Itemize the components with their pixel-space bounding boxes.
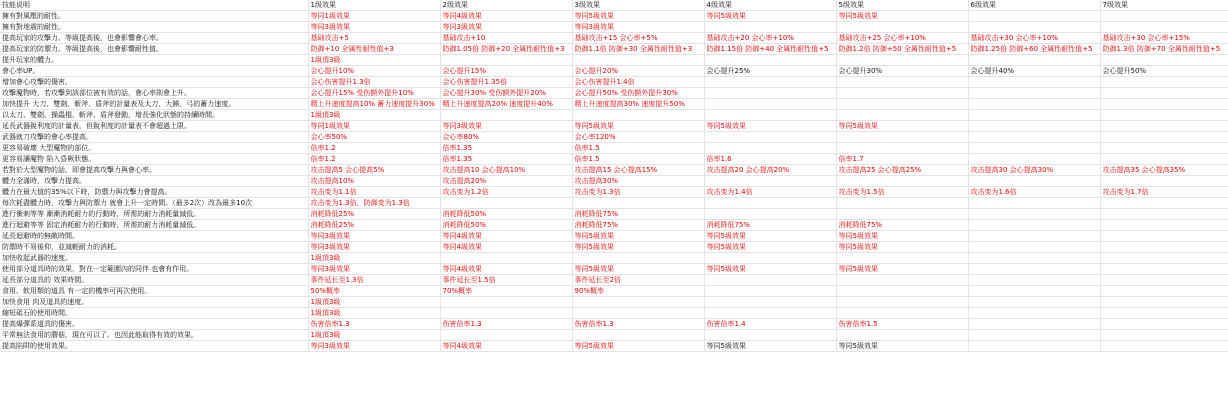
skill-description-cell[interactable]: 以太刀、雙劍、操蟲棍、斬斧、盾斧發動，增長強化狀態的持續時間。 bbox=[0, 110, 308, 121]
level-effect-cell[interactable] bbox=[968, 231, 1100, 242]
level-effect-cell[interactable]: 会心提升20% bbox=[572, 66, 704, 77]
level-effect-cell[interactable]: 倍率1.35 bbox=[440, 143, 572, 154]
skill-description-cell[interactable]: 更容易破壞 大型魔物的部位。 bbox=[0, 143, 308, 154]
level-effect-cell[interactable]: 攻击提高30% bbox=[572, 176, 704, 187]
level-effect-cell[interactable]: 等同5級效果 bbox=[836, 11, 968, 22]
level-effect-cell[interactable]: 基础攻击+30 会心率+15% bbox=[1100, 33, 1228, 44]
level-effect-cell[interactable] bbox=[1100, 55, 1228, 66]
header-cell-level5[interactable]: 5级效果 bbox=[836, 0, 968, 11]
skill-description-cell[interactable]: 增加會心攻擊的傷害。 bbox=[0, 77, 308, 88]
level-effect-cell[interactable] bbox=[1100, 176, 1228, 187]
level-effect-cell[interactable] bbox=[968, 176, 1100, 187]
level-effect-cell[interactable]: 90%概率 bbox=[572, 286, 704, 297]
level-effect-cell[interactable] bbox=[1100, 231, 1228, 242]
level-effect-cell[interactable] bbox=[836, 99, 968, 110]
level-effect-cell[interactable]: 等同4級效果 bbox=[440, 341, 572, 352]
skill-description-cell[interactable]: 若對於大型魔物的話，即會提高攻擊力與會心率。 bbox=[0, 165, 308, 176]
level-effect-cell[interactable] bbox=[1100, 154, 1228, 165]
level-effect-cell[interactable]: 等同4級效果 bbox=[440, 264, 572, 275]
level-effect-cell[interactable] bbox=[704, 275, 836, 286]
level-effect-cell[interactable]: 防御+10 全属性耐性值+3 bbox=[308, 44, 440, 55]
header-cell-level4[interactable]: 4级效果 bbox=[704, 0, 836, 11]
level-effect-cell[interactable]: 事件延长至2倍 bbox=[572, 275, 704, 286]
level-effect-cell[interactable] bbox=[440, 55, 572, 66]
level-effect-cell[interactable]: 攻击提高10 会心提高10% bbox=[440, 165, 572, 176]
level-effect-cell[interactable] bbox=[704, 99, 836, 110]
level-effect-cell[interactable]: 精上升速度提高30% 速度提升50% bbox=[572, 99, 704, 110]
level-effect-cell[interactable] bbox=[1100, 143, 1228, 154]
skill-description-cell[interactable]: 防禦時不易後仰，並減輕耐力的消耗。 bbox=[0, 242, 308, 253]
level-effect-cell[interactable]: 等同3級效果 bbox=[308, 264, 440, 275]
level-effect-cell[interactable] bbox=[968, 22, 1100, 33]
level-effect-cell[interactable]: 攻击变为1.2倍 bbox=[440, 187, 572, 198]
level-effect-cell[interactable]: 事件延长至1.5倍 bbox=[440, 275, 572, 286]
level-effect-cell[interactable]: 防御1.25倍 防御+60 全属性耐性值+5 bbox=[968, 44, 1100, 55]
level-effect-cell[interactable] bbox=[836, 55, 968, 66]
level-effect-cell[interactable]: 等同5級效果 bbox=[572, 242, 704, 253]
level-effect-cell[interactable]: 1級頂3級 bbox=[308, 110, 440, 121]
skill-description-cell[interactable]: 加快食用 肉及道具的速度。 bbox=[0, 297, 308, 308]
level-effect-cell[interactable]: 1級頂3級 bbox=[308, 253, 440, 264]
skill-description-cell[interactable]: 延長迴避時的無敵時間。 bbox=[0, 231, 308, 242]
level-effect-cell[interactable] bbox=[836, 297, 968, 308]
level-effect-cell[interactable]: 会心提升15% bbox=[440, 66, 572, 77]
level-effect-cell[interactable]: 攻击提高20% bbox=[440, 176, 572, 187]
level-effect-cell[interactable] bbox=[1100, 330, 1228, 341]
level-effect-cell[interactable] bbox=[704, 297, 836, 308]
level-effect-cell[interactable] bbox=[704, 110, 836, 121]
level-effect-cell[interactable] bbox=[440, 198, 572, 209]
level-effect-cell[interactable]: 等同4級效果 bbox=[440, 242, 572, 253]
level-effect-cell[interactable]: 等同5級效果 bbox=[704, 264, 836, 275]
level-effect-cell[interactable]: 倍率1.35 bbox=[440, 154, 572, 165]
level-effect-cell[interactable]: 1級頂3級 bbox=[308, 55, 440, 66]
level-effect-cell[interactable] bbox=[836, 308, 968, 319]
skill-description-cell[interactable]: 提高玩家的防禦力。等級提高後，也會影響耐性值。 bbox=[0, 44, 308, 55]
level-effect-cell[interactable]: 等同5級效果 bbox=[836, 341, 968, 352]
header-cell-level6[interactable]: 6级效果 bbox=[968, 0, 1100, 11]
level-effect-cell[interactable]: 等同5級效果 bbox=[572, 121, 704, 132]
level-effect-cell[interactable]: 会心伤害提升1.4倍 bbox=[572, 77, 704, 88]
level-effect-cell[interactable] bbox=[704, 330, 836, 341]
level-effect-cell[interactable]: 伤害倍率1.3 bbox=[572, 319, 704, 330]
level-effect-cell[interactable]: 等同5級效果 bbox=[704, 231, 836, 242]
header-cell-level2[interactable]: 2级效果 bbox=[440, 0, 572, 11]
level-effect-cell[interactable]: 防御1.15倍 防御+40 全属性耐性值+5 bbox=[704, 44, 836, 55]
level-effect-cell[interactable] bbox=[968, 253, 1100, 264]
level-effect-cell[interactable] bbox=[1100, 110, 1228, 121]
level-effect-cell[interactable]: 防御1.1倍 防御+30 全属性耐性值+3 bbox=[572, 44, 704, 55]
skill-description-cell[interactable]: 更容易讓魔物 陷入昏厥狀態。 bbox=[0, 154, 308, 165]
level-effect-cell[interactable] bbox=[836, 198, 968, 209]
level-effect-cell[interactable]: 基础攻击+20 会心率+10% bbox=[704, 33, 836, 44]
level-effect-cell[interactable]: 伤害倍率1.3 bbox=[440, 319, 572, 330]
level-effect-cell[interactable] bbox=[704, 286, 836, 297]
level-effect-cell[interactable] bbox=[968, 99, 1100, 110]
level-effect-cell[interactable]: 等同5級效果 bbox=[572, 264, 704, 275]
level-effect-cell[interactable] bbox=[1100, 297, 1228, 308]
level-effect-cell[interactable]: 等同3級效果 bbox=[308, 341, 440, 352]
table-row bbox=[0, 99, 1228, 110]
level-effect-cell[interactable]: 会心提升50% bbox=[1100, 66, 1228, 77]
level-effect-cell[interactable] bbox=[572, 253, 704, 264]
level-effect-cell[interactable]: 等同3級效果 bbox=[572, 22, 704, 33]
table-row bbox=[0, 297, 1228, 308]
level-effect-cell[interactable] bbox=[572, 297, 704, 308]
level-effect-cell[interactable]: 倍率1.2 bbox=[308, 154, 440, 165]
skill-description-cell[interactable]: 擁有對地震的耐性。 bbox=[0, 22, 308, 33]
level-effect-cell[interactable] bbox=[836, 275, 968, 286]
skill-description-cell[interactable]: 縮短砥石的使用時間。 bbox=[0, 308, 308, 319]
level-effect-cell[interactable] bbox=[968, 220, 1100, 231]
level-effect-cell[interactable]: 倍率1.6 bbox=[704, 154, 836, 165]
level-effect-cell[interactable]: 消耗降低25% bbox=[308, 220, 440, 231]
level-effect-cell[interactable]: 攻击变为1.7倍 bbox=[1100, 187, 1228, 198]
level-effect-cell[interactable]: 消耗降低25% bbox=[308, 209, 440, 220]
table-row bbox=[0, 231, 1228, 242]
table-row bbox=[0, 55, 1228, 66]
level-effect-cell[interactable]: 会心率50% bbox=[308, 132, 440, 143]
level-effect-cell[interactable] bbox=[836, 176, 968, 187]
level-effect-cell[interactable] bbox=[968, 275, 1100, 286]
level-effect-cell[interactable]: 基础攻击+30 会心率+10% bbox=[968, 33, 1100, 44]
level-effect-cell[interactable] bbox=[1100, 253, 1228, 264]
header-row bbox=[0, 0, 1228, 11]
level-effect-cell[interactable]: 会心提升25% bbox=[704, 66, 836, 77]
skill-description-cell[interactable]: 攻擊魔物時，若攻擊到該部位被有效的話，會心率則會上升。 bbox=[0, 88, 308, 99]
table-row bbox=[0, 242, 1228, 253]
level-effect-cell[interactable] bbox=[1100, 308, 1228, 319]
skill-description-cell[interactable]: 加快收起武器的速度。 bbox=[0, 253, 308, 264]
skill-description-cell[interactable]: 提高陷阱的使用效果。 bbox=[0, 341, 308, 352]
level-effect-cell[interactable]: 等同3級效果 bbox=[440, 22, 572, 33]
level-effect-cell[interactable] bbox=[968, 132, 1100, 143]
level-effect-cell[interactable] bbox=[440, 253, 572, 264]
level-effect-cell[interactable]: 攻击变为1.1倍 bbox=[308, 187, 440, 198]
level-effect-cell[interactable]: 攻击变为1.3倍，防御变为1.3倍 bbox=[308, 198, 440, 209]
level-effect-cell[interactable] bbox=[1100, 198, 1228, 209]
level-effect-cell[interactable] bbox=[968, 88, 1100, 99]
level-effect-cell[interactable]: 1級頂3級 bbox=[308, 308, 440, 319]
level-effect-cell[interactable]: 70%概率 bbox=[440, 286, 572, 297]
table-row bbox=[0, 143, 1228, 154]
level-effect-cell[interactable] bbox=[968, 55, 1100, 66]
level-effect-cell[interactable]: 攻击变为1.3倍 bbox=[572, 187, 704, 198]
table-row bbox=[0, 22, 1228, 33]
skill-description-cell[interactable]: 使用部分道具時的效果，對在一定範圍內的同伴 也會有作用。 bbox=[0, 264, 308, 275]
level-effect-cell[interactable]: 精上升速度提高20% 速度提升40% bbox=[440, 99, 572, 110]
level-effect-cell[interactable] bbox=[572, 110, 704, 121]
level-effect-cell[interactable] bbox=[968, 77, 1100, 88]
level-effect-cell[interactable] bbox=[968, 319, 1100, 330]
skill-description-cell[interactable]: 提升玩家的體力。 bbox=[0, 55, 308, 66]
level-effect-cell[interactable]: 基础攻击+15 会心率+5% bbox=[572, 33, 704, 44]
level-effect-cell[interactable]: 攻击提高15 会心提高15% bbox=[572, 165, 704, 176]
level-effect-cell[interactable] bbox=[1100, 132, 1228, 143]
level-effect-cell[interactable]: 会心伤害提升1.3倍 bbox=[308, 77, 440, 88]
level-effect-cell[interactable]: 会心提升15% 受伤额外提升10% bbox=[308, 88, 440, 99]
level-effect-cell[interactable]: 消耗降低75% bbox=[836, 220, 968, 231]
level-effect-cell[interactable] bbox=[440, 110, 572, 121]
level-effect-cell[interactable]: 等同5級效果 bbox=[836, 121, 968, 132]
level-effect-cell[interactable] bbox=[572, 198, 704, 209]
level-effect-cell[interactable]: 会心提升10% bbox=[308, 66, 440, 77]
level-effect-cell[interactable]: 消耗降低50% bbox=[440, 209, 572, 220]
level-effect-cell[interactable] bbox=[1100, 242, 1228, 253]
level-effect-cell[interactable]: 会心伤害提升1.35倍 bbox=[440, 77, 572, 88]
level-effect-cell[interactable]: 会心提升30% 受伤额外提升20% bbox=[440, 88, 572, 99]
level-effect-cell[interactable] bbox=[704, 22, 836, 33]
level-effect-cell[interactable] bbox=[968, 242, 1100, 253]
level-effect-cell[interactable] bbox=[1100, 88, 1228, 99]
level-effect-cell[interactable] bbox=[968, 330, 1100, 341]
level-effect-cell[interactable] bbox=[968, 209, 1100, 220]
level-effect-cell[interactable] bbox=[836, 110, 968, 121]
level-effect-cell[interactable] bbox=[704, 77, 836, 88]
level-effect-cell[interactable] bbox=[1100, 319, 1228, 330]
table-row bbox=[0, 264, 1228, 275]
level-effect-cell[interactable]: 等同5級效果 bbox=[572, 341, 704, 352]
level-effect-cell[interactable] bbox=[704, 88, 836, 99]
skill-description-cell[interactable]: 體力全滿時，攻擊力提高。 bbox=[0, 176, 308, 187]
table-row bbox=[0, 176, 1228, 187]
level-effect-cell[interactable] bbox=[968, 308, 1100, 319]
level-effect-cell[interactable] bbox=[968, 110, 1100, 121]
level-effect-cell[interactable]: 基础攻击+25 会心率+10% bbox=[836, 33, 968, 44]
level-effect-cell[interactable] bbox=[836, 132, 968, 143]
level-effect-cell[interactable] bbox=[836, 286, 968, 297]
level-effect-cell[interactable]: 攻击提高35 会心提高35% bbox=[1100, 165, 1228, 176]
level-effect-cell[interactable] bbox=[440, 297, 572, 308]
skill-description-cell[interactable]: 平常無法食用的蘑菇，現在可以了。也因此能取得有效的效果。 bbox=[0, 330, 308, 341]
table-row bbox=[0, 110, 1228, 121]
level-effect-cell[interactable] bbox=[1100, 209, 1228, 220]
table-row bbox=[0, 275, 1228, 286]
level-effect-cell[interactable] bbox=[836, 143, 968, 154]
level-effect-cell[interactable]: 事件延长至1.3倍 bbox=[308, 275, 440, 286]
level-effect-cell[interactable] bbox=[968, 286, 1100, 297]
level-effect-cell[interactable]: 攻击提高30 会心提高30% bbox=[968, 165, 1100, 176]
level-effect-cell[interactable]: 等同5級效果 bbox=[836, 264, 968, 275]
level-effect-cell[interactable]: 会心率120% bbox=[572, 132, 704, 143]
level-effect-cell[interactable]: 等同3級效果 bbox=[308, 22, 440, 33]
skill-description-cell[interactable]: 提高爆彈系道具的傷害。 bbox=[0, 319, 308, 330]
level-effect-cell[interactable]: 消耗降低75% bbox=[572, 220, 704, 231]
level-effect-cell[interactable] bbox=[836, 22, 968, 33]
table-row bbox=[0, 187, 1228, 198]
table-row bbox=[0, 66, 1228, 77]
level-effect-cell[interactable] bbox=[1100, 264, 1228, 275]
skill-description-cell[interactable]: 提高玩家的攻擊力。等級提高後，也會影響會心率。 bbox=[0, 33, 308, 44]
header-cell-level7[interactable]: 7级效果 bbox=[1100, 0, 1228, 11]
skill-description-cell[interactable]: 食用、飲用類的道具 有一定的機率可再次使用。 bbox=[0, 286, 308, 297]
level-effect-cell[interactable]: 等同1級效果 bbox=[308, 11, 440, 22]
level-effect-cell[interactable] bbox=[572, 330, 704, 341]
skill-description-cell[interactable]: 進行衝刺等等 漸漸消耗耐力的行動時，所需的耐力消耗量減低。 bbox=[0, 209, 308, 220]
level-effect-cell[interactable]: 消耗降低75% bbox=[704, 220, 836, 231]
level-effect-cell[interactable]: 1級頂3級 bbox=[308, 330, 440, 341]
table-row bbox=[0, 165, 1228, 176]
level-effect-cell[interactable]: 倍率1.5 bbox=[572, 143, 704, 154]
level-effect-cell[interactable]: 消耗降低75% bbox=[572, 209, 704, 220]
level-effect-cell[interactable]: 等同1級效果 bbox=[308, 121, 440, 132]
level-effect-cell[interactable] bbox=[836, 88, 968, 99]
level-effect-cell[interactable] bbox=[704, 132, 836, 143]
level-effect-cell[interactable]: 会心提升40% bbox=[968, 66, 1100, 77]
level-effect-cell[interactable] bbox=[704, 176, 836, 187]
level-effect-cell[interactable]: 等同3級效果 bbox=[308, 242, 440, 253]
level-effect-cell[interactable]: 等同5級效果 bbox=[704, 341, 836, 352]
table-row bbox=[0, 11, 1228, 22]
level-effect-cell[interactable]: 伤害倍率1.4 bbox=[704, 319, 836, 330]
level-effect-cell[interactable]: 等同5級效果 bbox=[704, 11, 836, 22]
level-effect-cell[interactable]: 基础攻击+5 bbox=[308, 33, 440, 44]
level-effect-cell[interactable] bbox=[836, 253, 968, 264]
table-row bbox=[0, 77, 1228, 88]
skill-description-cell[interactable]: 擁有對風壓的耐性。 bbox=[0, 11, 308, 22]
level-effect-cell[interactable]: 会心提升50% 受伤额外提升30% bbox=[572, 88, 704, 99]
skill-description-cell[interactable]: 延長武器銳利度的計量表，但銳利度的計量表不會超過上限。 bbox=[0, 121, 308, 132]
table-row bbox=[0, 88, 1228, 99]
level-effect-cell[interactable] bbox=[968, 121, 1100, 132]
table-row bbox=[0, 341, 1228, 352]
level-effect-cell[interactable]: 等同5級效果 bbox=[836, 231, 968, 242]
level-effect-cell[interactable] bbox=[440, 330, 572, 341]
level-effect-cell[interactable] bbox=[836, 209, 968, 220]
level-effect-cell[interactable] bbox=[1100, 286, 1228, 297]
table-row bbox=[0, 209, 1228, 220]
level-effect-cell[interactable] bbox=[968, 198, 1100, 209]
level-effect-cell[interactable] bbox=[440, 308, 572, 319]
level-effect-cell[interactable] bbox=[968, 341, 1100, 352]
level-effect-cell[interactable] bbox=[836, 77, 968, 88]
level-effect-cell[interactable]: 攻击提高5 会心提高5% bbox=[308, 165, 440, 176]
level-effect-cell[interactable] bbox=[1100, 121, 1228, 132]
skill-description-cell[interactable]: 延長部分道具的 效果時間。 bbox=[0, 275, 308, 286]
skill-description-cell[interactable]: 體力在最大值的35%以下時，防禦力與攻擊力會提高。 bbox=[0, 187, 308, 198]
table-row bbox=[0, 330, 1228, 341]
table-row bbox=[0, 286, 1228, 297]
level-effect-cell[interactable] bbox=[836, 330, 968, 341]
table-row bbox=[0, 44, 1228, 55]
table-row bbox=[0, 319, 1228, 330]
level-effect-cell[interactable] bbox=[1100, 341, 1228, 352]
skill-description-cell[interactable]: 每次耗盡體力時，攻擊力與防禦力 就會上升一定時間。（最多2次）改為最多10次 bbox=[0, 198, 308, 209]
level-effect-cell[interactable]: 等同4級效果 bbox=[440, 231, 572, 242]
level-effect-cell[interactable]: 消耗降低50% bbox=[440, 220, 572, 231]
table-row bbox=[0, 33, 1228, 44]
table-row bbox=[0, 154, 1228, 165]
table-row bbox=[0, 132, 1228, 143]
level-effect-cell[interactable] bbox=[1100, 99, 1228, 110]
level-effect-cell[interactable]: 防御1.2倍 防御+50 全属性耐性值+5 bbox=[836, 44, 968, 55]
level-effect-cell[interactable]: 防御1.05倍 防御+20 全属性耐性值+3 bbox=[440, 44, 572, 55]
table-row bbox=[0, 220, 1228, 231]
level-effect-cell[interactable] bbox=[1100, 275, 1228, 286]
level-effect-cell[interactable]: 会心率80% bbox=[440, 132, 572, 143]
skill-description-cell[interactable]: 武器就刀攻擊的會心率提高。 bbox=[0, 132, 308, 143]
level-effect-cell[interactable]: 等同5級效果 bbox=[572, 231, 704, 242]
level-effect-cell[interactable]: 等同5級效果 bbox=[836, 242, 968, 253]
level-effect-cell[interactable]: 攻击提高20 会心提高20% bbox=[704, 165, 836, 176]
level-effect-cell[interactable]: 攻击变为1.6倍 bbox=[968, 187, 1100, 198]
header-cell-level1[interactable]: 1级效果 bbox=[308, 0, 440, 11]
level-effect-cell[interactable]: 倍率1.2 bbox=[308, 143, 440, 154]
skill-description-cell[interactable]: 加快提升 大刀、雙劍、斬斧、盾斧的計量表及太刀、大錘、弓的蓄力速度。 bbox=[0, 99, 308, 110]
level-effect-cell[interactable] bbox=[704, 55, 836, 66]
level-effect-cell[interactable] bbox=[968, 264, 1100, 275]
table-row bbox=[0, 253, 1228, 264]
level-effect-cell[interactable]: 攻击变为1.4倍 bbox=[704, 187, 836, 198]
level-effect-cell[interactable] bbox=[704, 143, 836, 154]
level-effect-cell[interactable] bbox=[704, 198, 836, 209]
level-effect-cell[interactable]: 倍率1.7 bbox=[836, 154, 968, 165]
level-effect-cell[interactable]: 基础攻击+10 bbox=[440, 33, 572, 44]
level-effect-cell[interactable]: 等同5級效果 bbox=[704, 242, 836, 253]
level-effect-cell[interactable]: 伤害倍率1.3 bbox=[308, 319, 440, 330]
level-effect-cell[interactable]: 1級頂3級 bbox=[308, 297, 440, 308]
level-effect-cell[interactable] bbox=[968, 297, 1100, 308]
level-effect-cell[interactable] bbox=[572, 308, 704, 319]
level-effect-cell[interactable] bbox=[1100, 77, 1228, 88]
level-effect-cell[interactable]: 倍率1.5 bbox=[572, 154, 704, 165]
level-effect-cell[interactable]: 防御1.3倍 防御+70 全属性耐性值+5 bbox=[1100, 44, 1228, 55]
level-effect-cell[interactable] bbox=[704, 253, 836, 264]
level-effect-cell[interactable]: 等同3級效果 bbox=[440, 121, 572, 132]
header-cell-desc[interactable]: 技能说明 bbox=[0, 0, 308, 11]
level-effect-cell[interactable]: 50%概率 bbox=[308, 286, 440, 297]
level-effect-cell[interactable] bbox=[1100, 220, 1228, 231]
header-cell-level3[interactable]: 3级效果 bbox=[572, 0, 704, 11]
skill-description-cell[interactable]: 會心率UP。 bbox=[0, 66, 308, 77]
level-effect-cell[interactable]: 攻击变为1.5倍 bbox=[836, 187, 968, 198]
skill-description-cell[interactable]: 進行迴避等等 固定消耗耐力的行動時，所需的耐力消耗量減低。 bbox=[0, 220, 308, 231]
level-effect-cell[interactable]: 伤害倍率1.5 bbox=[836, 319, 968, 330]
level-effect-cell[interactable]: 等同5級效果 bbox=[704, 121, 836, 132]
level-effect-cell[interactable] bbox=[968, 143, 1100, 154]
table-row bbox=[0, 198, 1228, 209]
level-effect-cell[interactable]: 攻击提高25 会心提高25% bbox=[836, 165, 968, 176]
level-effect-cell[interactable]: 等同3級效果 bbox=[308, 231, 440, 242]
level-effect-cell[interactable] bbox=[704, 308, 836, 319]
level-effect-cell[interactable]: 精上升速度提高10% 蓄力速度提升30% bbox=[308, 99, 440, 110]
table-row bbox=[0, 308, 1228, 319]
level-effect-cell[interactable]: 会心提升30% bbox=[836, 66, 968, 77]
level-effect-cell[interactable] bbox=[968, 11, 1100, 22]
level-effect-cell[interactable] bbox=[1100, 11, 1228, 22]
level-effect-cell[interactable] bbox=[704, 209, 836, 220]
table-row bbox=[0, 121, 1228, 132]
level-effect-cell[interactable] bbox=[968, 154, 1100, 165]
level-effect-cell[interactable]: 等同4級效果 bbox=[440, 11, 572, 22]
level-effect-cell[interactable]: 等同5級效果 bbox=[572, 11, 704, 22]
level-effect-cell[interactable] bbox=[1100, 22, 1228, 33]
level-effect-cell[interactable]: 攻击提高10% bbox=[308, 176, 440, 187]
level-effect-cell[interactable] bbox=[572, 55, 704, 66]
